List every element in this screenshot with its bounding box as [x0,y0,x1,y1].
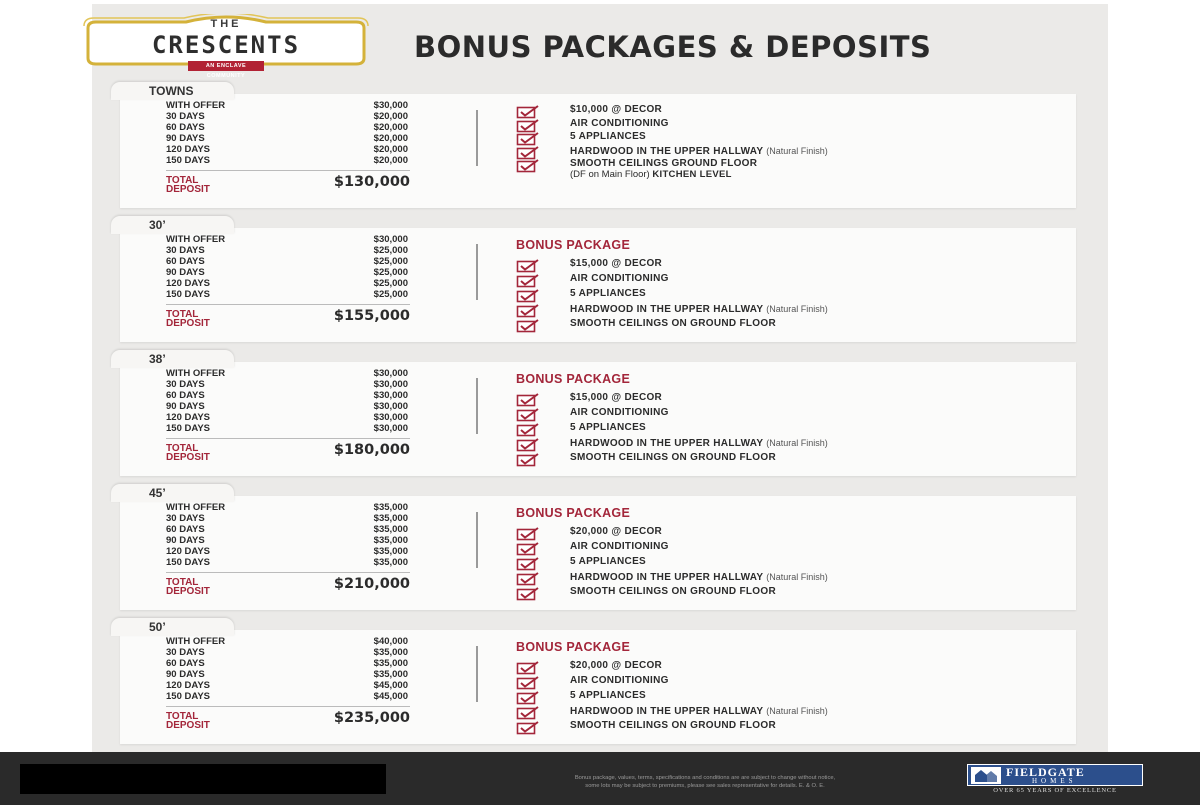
deposit-row [166,423,408,434]
column-divider [476,512,478,568]
deposit-section [108,484,1076,614]
column-divider [476,110,478,166]
section-tab: 50’ [111,618,234,636]
bonus-item-note: (Natural Finish) [766,706,828,716]
disclaimer-line: Bonus package, values, terms, specifications and conditions are are subject to change without notice, [574,775,836,781]
deposit-label: 60 DAYS [166,658,205,669]
bonus-item-note: (Natural Finish) [766,304,828,314]
total-label-line: TOTAL [166,711,199,722]
bonus-item-label: HARDWOOD IN THE UPPER HALLWAY [570,438,764,449]
checkbox-checked-icon [516,526,540,540]
bonus-item-text [570,675,669,687]
deposit-row [166,111,408,122]
bonus-item [516,273,1056,287]
deposit-label: 30 DAYS [166,379,205,390]
deposit-amount: $35,000 [373,535,408,546]
deposit-label: 150 DAYS [166,155,211,166]
bonus-item-text [570,556,646,568]
bonus-item-text [570,452,776,464]
fieldgate-homes: HOMES [1032,777,1077,785]
deposit-row [166,546,408,557]
total-label-line: TOTAL [166,577,199,588]
section-tab: 45’ [111,484,234,502]
deposit-row [166,379,408,390]
deposit-amount: $35,000 [373,502,408,513]
bonus-item-label: SMOOTH CEILINGS ON GROUND FLOOR [570,586,776,597]
deposit-amount: $35,000 [373,658,408,669]
bonus-item-note: (Natural Finish) [766,572,828,582]
deposit-row [166,691,408,702]
checkbox-checked-icon [516,131,540,145]
deposit-row [166,669,408,680]
bonus-item-text [570,273,669,285]
deposit-row [166,401,408,412]
bonus-item [516,407,1056,421]
total-deposit-label [166,176,256,194]
deposit-amount: $25,000 [373,278,408,289]
bonus-item-line2-text: KITCHEN LEVEL [652,169,732,180]
bonus-item-label: HARDWOOD IN THE UPPER HALLWAY [570,706,764,717]
deposit-amount: $35,000 [373,557,408,568]
deposit-row [166,245,408,256]
deposit-amount: $25,000 [373,245,408,256]
checkbox-checked-icon [516,586,540,600]
section-tab: TOWNS [111,82,234,100]
bonus-item [516,145,1056,159]
total-label-line: DEPOSIT [166,184,210,195]
deposit-label: 150 DAYS [166,289,211,300]
checkbox-checked-icon [516,705,540,719]
bonus-item-text [570,422,646,434]
bonus-package-title: BONUS PACKAGE [516,640,631,654]
checkbox-checked-icon [516,273,540,287]
bonus-item [516,318,1056,332]
deposit-row [166,524,408,535]
checkbox-checked-icon [516,288,540,302]
deposit-amount: $25,000 [373,256,408,267]
bonus-package-title: BONUS PACKAGE [516,506,631,520]
checkbox-checked-icon [516,392,540,406]
deposit-amount: $30,000 [373,234,408,245]
deposit-row [166,234,408,245]
checkbox-checked-icon [516,660,540,674]
bonus-item-text [570,104,662,116]
bonus-item-text [570,392,662,404]
bonus-item-text [570,303,828,316]
checkbox-checked-icon [516,556,540,570]
redacted-block [20,764,386,794]
deposit-rule [166,304,410,305]
deposit-label: 150 DAYS [166,557,211,568]
deposit-amount: $30,000 [373,412,408,423]
deposit-row [166,557,408,568]
deposit-amount: $30,000 [373,390,408,401]
deposit-table [166,636,408,702]
bonus-item [516,452,1056,466]
bonus-item-note: (Natural Finish) [766,438,828,448]
deposit-row [166,636,408,647]
deposit-row [166,502,408,513]
deposit-label: WITH OFFER [166,636,226,647]
checkbox-checked-icon [516,258,540,272]
bonus-item-label: $20,000 @ DECOR [570,660,663,671]
fieldgate-logo [967,764,1143,786]
deposit-row [166,647,408,658]
deposit-label: 120 DAYS [166,546,211,557]
bonus-item [516,158,1056,180]
bonus-item [516,720,1056,734]
fieldgate-name: FIELDGATE [1006,765,1085,779]
footer [0,752,1200,805]
crescents-logo [76,14,376,79]
deposit-label: WITH OFFER [166,502,226,513]
total-deposit-amount: $235,000 [333,710,410,726]
logo-the-text: THE [210,18,242,30]
deposit-amount: $30,000 [373,100,408,111]
deposit-label: 90 DAYS [166,535,205,546]
bonus-item [516,131,1056,145]
deposit-label: 120 DAYS [166,680,211,691]
deposit-amount: $35,000 [373,647,408,658]
deposit-row [166,278,408,289]
bonus-item-text [570,690,646,702]
section-tab: 38’ [111,350,234,368]
bonus-item [516,705,1056,719]
bonus-item [516,258,1056,272]
checkbox-checked-icon [516,104,540,118]
deposit-amount: $30,000 [373,423,408,434]
deposit-table [166,100,408,166]
bonus-item-label: AIR CONDITIONING [570,541,669,552]
bonus-item [516,437,1056,451]
deposit-amount: $20,000 [373,155,408,166]
deposit-label: WITH OFFER [166,234,226,245]
bonus-item [516,104,1056,118]
bonus-item-text [570,288,646,300]
deposit-label: 90 DAYS [166,401,205,412]
fieldgate-tagline: OVER 65 YEARS OF EXCELLENCE [993,787,1117,794]
bonus-item-text [570,118,669,130]
bonus-item [516,392,1056,406]
deposit-label: 60 DAYS [166,122,205,133]
section-card [120,228,1076,342]
deposit-amount: $45,000 [373,680,408,691]
deposit-label: 60 DAYS [166,524,205,535]
bonus-item-label: AIR CONDITIONING [570,273,669,284]
deposit-amount: $35,000 [373,524,408,535]
deposit-row [166,100,408,111]
deposit-amount: $30,000 [373,379,408,390]
deposit-table [166,502,408,568]
bonus-item-label: HARDWOOD IN THE UPPER HALLWAY [570,304,764,315]
deposit-amount: $20,000 [373,122,408,133]
total-label-line: DEPOSIT [166,720,210,731]
section-card [120,630,1076,744]
deposit-label: WITH OFFER [166,100,226,111]
bonus-item-label: $20,000 @ DECOR [570,526,663,537]
bonus-item-text [570,437,828,450]
deposit-label: 90 DAYS [166,267,205,278]
deposit-amount: $40,000 [373,636,408,647]
bonus-item-label: AIR CONDITIONING [570,117,669,129]
total-deposit-label [166,444,256,462]
bonus-item-text [570,407,669,419]
disclaimer [470,774,940,790]
deposit-amount: $20,000 [373,133,408,144]
bonus-item-label: $10,000 @ DECOR [570,104,663,115]
page-title: BONUS PACKAGES & DEPOSITS [414,30,932,64]
deposit-row [166,144,408,155]
bonus-item-line2-note: (DF on Main Floor) [570,169,650,180]
total-label-line: DEPOSIT [166,452,210,463]
bonus-package-title: BONUS PACKAGE [516,238,631,252]
deposit-label: 30 DAYS [166,111,205,122]
deposit-label: WITH OFFER [166,368,226,379]
deposit-row [166,133,408,144]
bonus-item [516,586,1056,600]
column-divider [476,244,478,300]
deposit-label: 60 DAYS [166,256,205,267]
total-deposit-amount: $180,000 [333,442,410,458]
checkbox-checked-icon [516,690,540,704]
bonus-item [516,690,1056,704]
bonus-item [516,660,1056,674]
deposit-label: 150 DAYS [166,691,211,702]
bonus-item-text [570,258,662,270]
bonus-item-text [570,705,828,718]
bonus-item-text [570,660,662,672]
bonus-item-label: 5 APPLIANCES [570,422,647,433]
deposit-rule [166,170,410,171]
deposit-label: 60 DAYS [166,390,205,401]
bonus-item [516,571,1056,585]
bonus-item-text [570,586,776,598]
deposit-rule [166,438,410,439]
deposit-table [166,368,408,434]
bonus-item-text [570,541,669,553]
deposit-row [166,412,408,423]
checkbox-checked-icon [516,437,540,451]
deposit-amount: $35,000 [373,669,408,680]
total-label-line: TOTAL [166,175,199,186]
deposit-amount: $25,000 [373,289,408,300]
deposit-row [166,122,408,133]
section-tab: 30’ [111,216,234,234]
deposit-section [108,350,1076,480]
deposit-amount: $35,000 [373,513,408,524]
deposit-amount: $30,000 [373,368,408,379]
bonus-item [516,556,1056,570]
bonus-item-label: SMOOTH CEILINGS ON GROUND FLOOR [570,318,776,329]
deposit-rule [166,706,410,707]
column-divider [476,646,478,702]
checkbox-checked-icon [516,541,540,555]
bonus-item [516,422,1056,436]
deposit-row [166,390,408,401]
bonus-item-text [570,131,646,143]
deposit-amount: $30,000 [373,401,408,412]
checkbox-checked-icon [516,118,540,132]
bonus-package-title: BONUS PACKAGE [516,372,631,386]
section-card [120,94,1076,208]
deposit-label: 150 DAYS [166,423,211,434]
deposit-row [166,368,408,379]
total-deposit-label [166,310,256,328]
checkbox-checked-icon [516,452,540,466]
checkbox-checked-icon [516,720,540,734]
bonus-item-label: SMOOTH CEILINGS GROUND FLOOR [570,158,758,169]
total-deposit-label [166,712,256,730]
deposit-section [108,82,1076,212]
house-icon [971,767,1001,784]
deposit-row [166,535,408,546]
bonus-item-text [570,571,828,584]
bonus-item [516,303,1056,317]
bonus-item-text [570,318,776,330]
bonus-item-label: SMOOTH CEILINGS ON GROUND FLOOR [570,720,776,731]
bonus-item [516,118,1056,132]
logo-name-text: CRESCENTS [151,31,301,59]
checkbox-checked-icon [516,571,540,585]
deposit-amount: $35,000 [373,546,408,557]
checkbox-checked-icon [516,158,540,172]
deposit-label: 30 DAYS [166,513,205,524]
deposit-amount: $25,000 [373,267,408,278]
deposit-row [166,513,408,524]
total-deposit-label [166,578,256,596]
logo-subtitle-banner: AN ENCLAVE COMMUNITY [188,61,264,71]
deposit-label: 90 DAYS [166,669,205,680]
deposit-label: 30 DAYS [166,647,205,658]
bonus-item-label: $15,000 @ DECOR [570,258,663,269]
checkbox-checked-icon [516,145,540,159]
bonus-item-label: AIR CONDITIONING [570,675,669,686]
bonus-item-label: 5 APPLIANCES [570,131,647,142]
bonus-item-label: 5 APPLIANCES [570,690,647,701]
deposit-section [108,216,1076,346]
deposit-row [166,267,408,278]
bonus-item-text [570,526,662,538]
deposit-label: 120 DAYS [166,412,211,423]
total-label-line: DEPOSIT [166,318,210,329]
bonus-item-text [570,720,776,732]
bonus-item-label: 5 APPLIANCES [570,556,647,567]
total-deposit-amount: $210,000 [333,576,410,592]
deposit-rule [166,572,410,573]
bonus-item [516,288,1056,302]
deposit-row [166,256,408,267]
deposit-label: 30 DAYS [166,245,205,256]
disclaimer-line: some lots may be subject to premiums, please see sales representative for details. E. & O. E. [585,783,825,789]
bonus-item-label: HARDWOOD IN THE UPPER HALLWAY [570,145,764,157]
bonus-item [516,541,1056,555]
checkbox-checked-icon [516,318,540,332]
bonus-item-note: (Natural Finish) [766,145,828,156]
bonus-item-label: HARDWOOD IN THE UPPER HALLWAY [570,572,764,583]
section-card [120,362,1076,476]
bonus-item-label: 5 APPLIANCES [570,288,647,299]
bonus-item-label: SMOOTH CEILINGS ON GROUND FLOOR [570,452,776,463]
bonus-item-text [570,145,828,158]
column-divider [476,378,478,434]
bonus-item-label: AIR CONDITIONING [570,407,669,418]
checkbox-checked-icon [516,407,540,421]
deposit-amount: $20,000 [373,144,408,155]
deposit-label: 90 DAYS [166,133,205,144]
deposit-row [166,658,408,669]
checkbox-checked-icon [516,675,540,689]
deposit-amount: $20,000 [373,111,408,122]
deposit-row [166,155,408,166]
total-label-line: TOTAL [166,309,199,320]
bonus-item [516,675,1056,689]
deposit-label: 120 DAYS [166,144,211,155]
section-card [120,496,1076,610]
total-deposit-amount: $130,000 [333,174,410,190]
total-label-line: TOTAL [166,443,199,454]
bonus-item [516,526,1056,540]
checkbox-checked-icon [516,303,540,317]
total-deposit-amount: $155,000 [333,308,410,324]
deposit-row [166,289,408,300]
total-label-line: DEPOSIT [166,586,210,597]
bonus-item-line2 [570,169,732,181]
bonus-item-label: $15,000 @ DECOR [570,392,663,403]
checkbox-checked-icon [516,422,540,436]
deposit-row [166,680,408,691]
deposit-table [166,234,408,300]
deposit-label: 120 DAYS [166,278,211,289]
deposit-amount: $45,000 [373,691,408,702]
deposit-section [108,618,1076,748]
